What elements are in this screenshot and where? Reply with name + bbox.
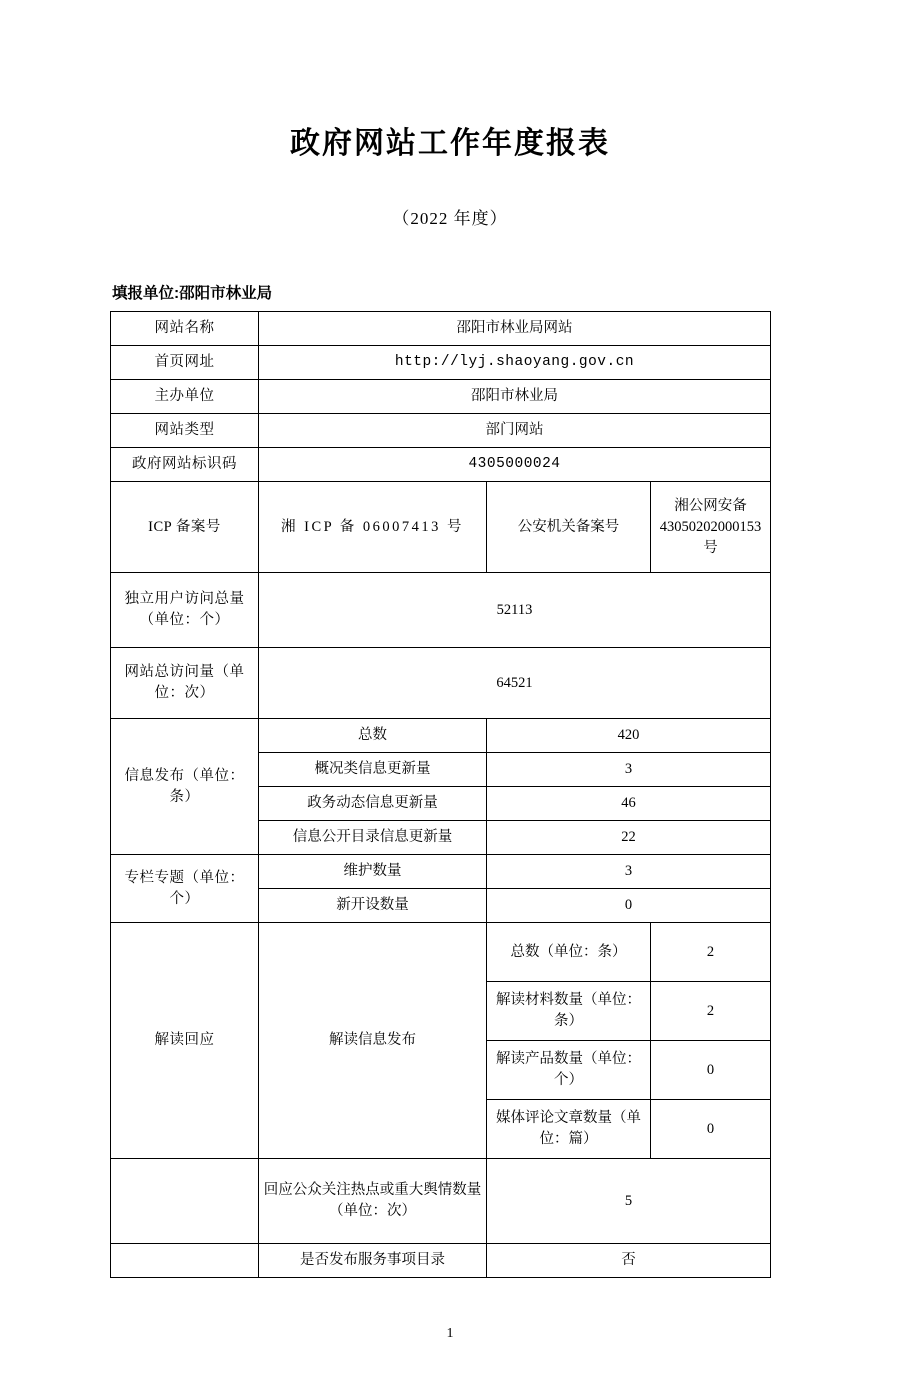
document-page — [0, 118, 900, 1390]
table-row — [111, 482, 771, 573]
interpretation-row-value: 2 — [651, 982, 771, 1041]
info-publish-row-value: 420 — [487, 719, 771, 753]
column-row-name: 新开设数量 — [259, 889, 487, 923]
table-row — [111, 380, 771, 414]
icp-label: ICP 备案号 — [111, 482, 259, 573]
site-type-label: 网站类型 — [111, 414, 259, 448]
interpretation-label: 解读回应 — [111, 923, 259, 1159]
interpretation-row-name: 解读产品数量（单位：个） — [487, 1041, 651, 1100]
info-publish-row-name: 总数 — [259, 719, 487, 753]
info-publish-row-name: 概况类信息更新量 — [259, 753, 487, 787]
table-row — [111, 1159, 771, 1244]
annual-report-table — [110, 311, 771, 1278]
table-row — [111, 448, 771, 482]
homepage-label: 首页网址 — [111, 346, 259, 380]
info-publish-row-value: 22 — [487, 821, 771, 855]
site-code-value: 4305000024 — [259, 448, 771, 482]
service-catalog-label: 是否发布服务事项目录 — [259, 1244, 487, 1278]
interpretation-row-value: 0 — [651, 1100, 771, 1159]
interpretation-row-name: 媒体评论文章数量（单位：篇） — [487, 1100, 651, 1159]
column-topic-label: 专栏专题（单位：个） — [111, 855, 259, 923]
sponsor-label: 主办单位 — [111, 380, 259, 414]
table-row — [111, 855, 771, 889]
total-visits-value: 64521 — [259, 648, 771, 719]
interpretation-row-value: 2 — [651, 923, 771, 982]
response-hot-label: 回应公众关注热点或重大舆情数量（单位：次） — [259, 1159, 487, 1244]
page-title: 政府网站工作年度报表 — [290, 127, 610, 160]
interpretation-row-name: 总数（单位：条） — [487, 923, 651, 982]
icp-value: 湘 ICP 备 06007413 号 — [259, 482, 487, 573]
interpretation-row-name: 解读材料数量（单位：条） — [487, 982, 651, 1041]
column-row-value: 3 — [487, 855, 771, 889]
table-row — [111, 414, 771, 448]
service-catalog-value: 否 — [487, 1244, 771, 1278]
site-name-value: 邵阳市林业局网站 — [259, 312, 771, 346]
reporting-unit: 填报单位:邵阳市林业局 — [112, 285, 273, 302]
police-record-label: 公安机关备案号 — [487, 482, 651, 573]
column-row-value: 0 — [487, 889, 771, 923]
table-row — [111, 719, 771, 753]
table-row — [111, 312, 771, 346]
table-row — [111, 923, 771, 982]
unique-visitors-value: 52113 — [259, 573, 771, 648]
site-code-label: 政府网站标识码 — [111, 448, 259, 482]
site-type-value: 部门网站 — [259, 414, 771, 448]
table-row — [111, 648, 771, 719]
empty-cell — [111, 1244, 259, 1278]
response-hot-value: 5 — [487, 1159, 771, 1244]
site-name-label: 网站名称 — [111, 312, 259, 346]
table-row — [111, 573, 771, 648]
homepage-value: http://lyj.shaoyang.gov.cn — [259, 346, 771, 380]
info-publish-row-name: 政务动态信息更新量 — [259, 787, 487, 821]
column-row-name: 维护数量 — [259, 855, 487, 889]
interpretation-row-value: 0 — [651, 1041, 771, 1100]
page-subtitle: （2022 年度） — [392, 209, 508, 228]
table-row — [111, 1244, 771, 1278]
info-publish-label: 信息发布（单位：条） — [111, 719, 259, 855]
table-row — [111, 346, 771, 380]
interpretation-publish-label: 解读信息发布 — [259, 923, 487, 1159]
info-publish-row-name: 信息公开目录信息更新量 — [259, 821, 487, 855]
sponsor-value: 邵阳市林业局 — [259, 380, 771, 414]
police-record-value: 湘公网安备 43050202000153 号 — [651, 482, 771, 573]
total-visits-label: 网站总访问量（单位：次） — [111, 648, 259, 719]
info-publish-row-value: 3 — [487, 753, 771, 787]
unique-visitors-label: 独立用户访问总量（单位：个） — [111, 573, 259, 648]
info-publish-row-value: 46 — [487, 787, 771, 821]
empty-cell — [111, 1159, 259, 1244]
page-number: 1 — [446, 1326, 454, 1341]
